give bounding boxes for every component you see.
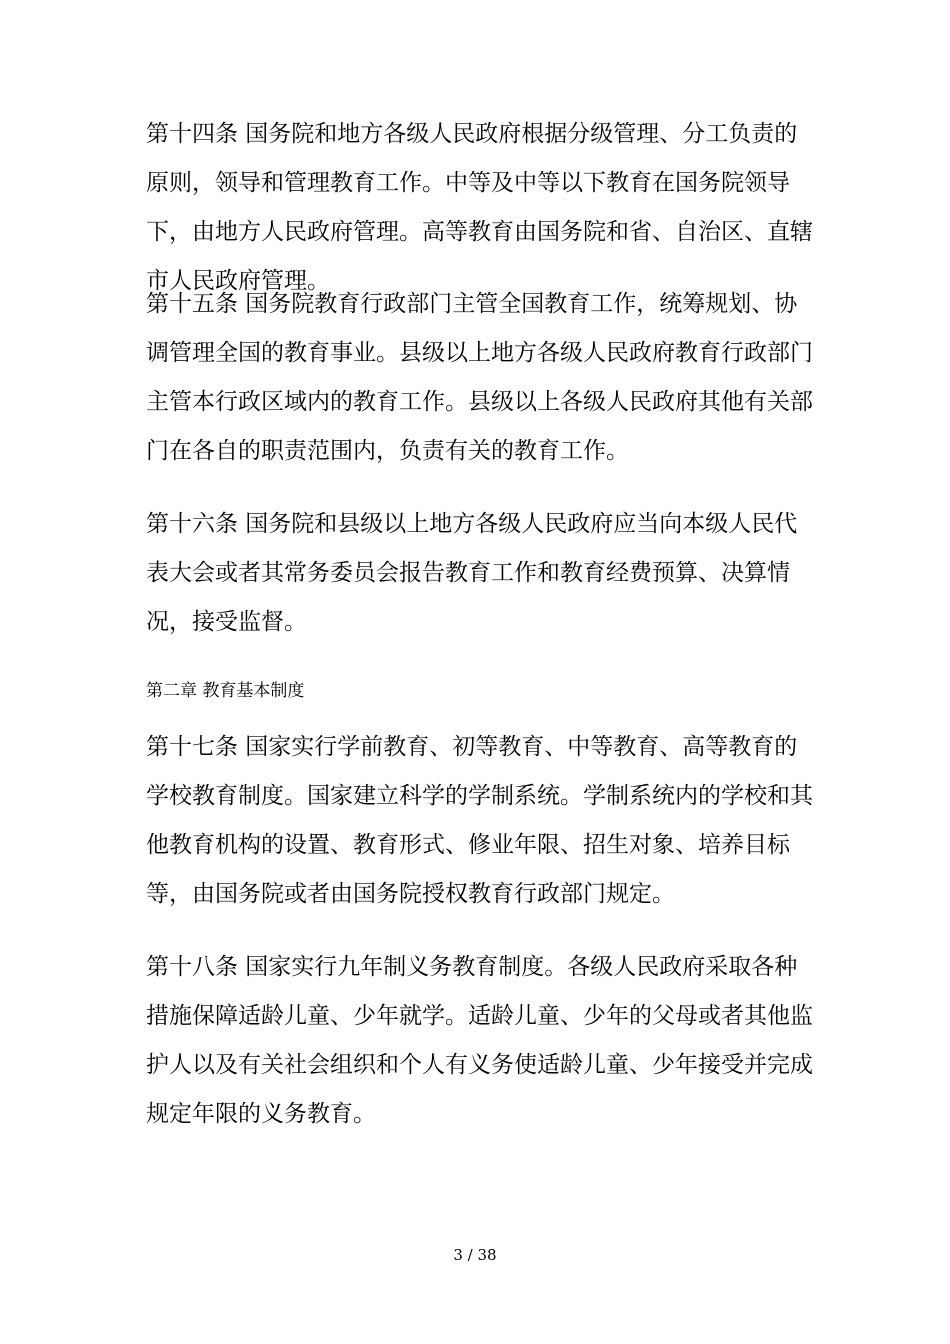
article-18: 第十八条 国家实行九年制义务教育制度。各级人民政府采取各种措施保障适龄儿童、少年就学。适龄儿童、少年的父母或者其他监护人以及有关社会组织和个人有义务使适龄儿童、少年接受并完成规定年限的义务教育。: [146, 954, 813, 1127]
article-15: 第十五条 国务院教育行政部门主管全国教育工作，统筹规划、协调管理全国的教育事业。县级以上地方各级人民政府教育行政部门主管本行政区域内的教育工作。县级以上各级人民政府其他有关部门在各自的职责范围内，负责有关的教育工作。: [146, 291, 813, 464]
article-14: 第十四条 国务院和地方各级人民政府根据分级管理、分工负责的原则，领导和管理教育工作。中等及中等以下教育在国务院领导下，由地方人民政府管理。高等教育由国务院和省、自治区、直辖市人民政府管理。: [146, 121, 813, 294]
article-16: 第十六条 国务院和县级以上地方各级人民政府应当向本级人民代表大会或者其常务委员会报告教育工作和教育经费预算、决算情况，接受监督。: [146, 511, 798, 635]
page-number: 3 / 38: [453, 1246, 497, 1264]
chapter-heading: 第二章 教育基本制度: [146, 681, 305, 701]
article-17: 第十七条 国家实行学前教育、初等教育、中等教育、高等教育的学校教育制度。国家建立科学的学制系统。学制系统内的学校和其他教育机构的设置、教育形式、修业年限、招生对象、培养目标等，由国务院或者由国务院授权教育行政部门规定。: [146, 734, 813, 907]
